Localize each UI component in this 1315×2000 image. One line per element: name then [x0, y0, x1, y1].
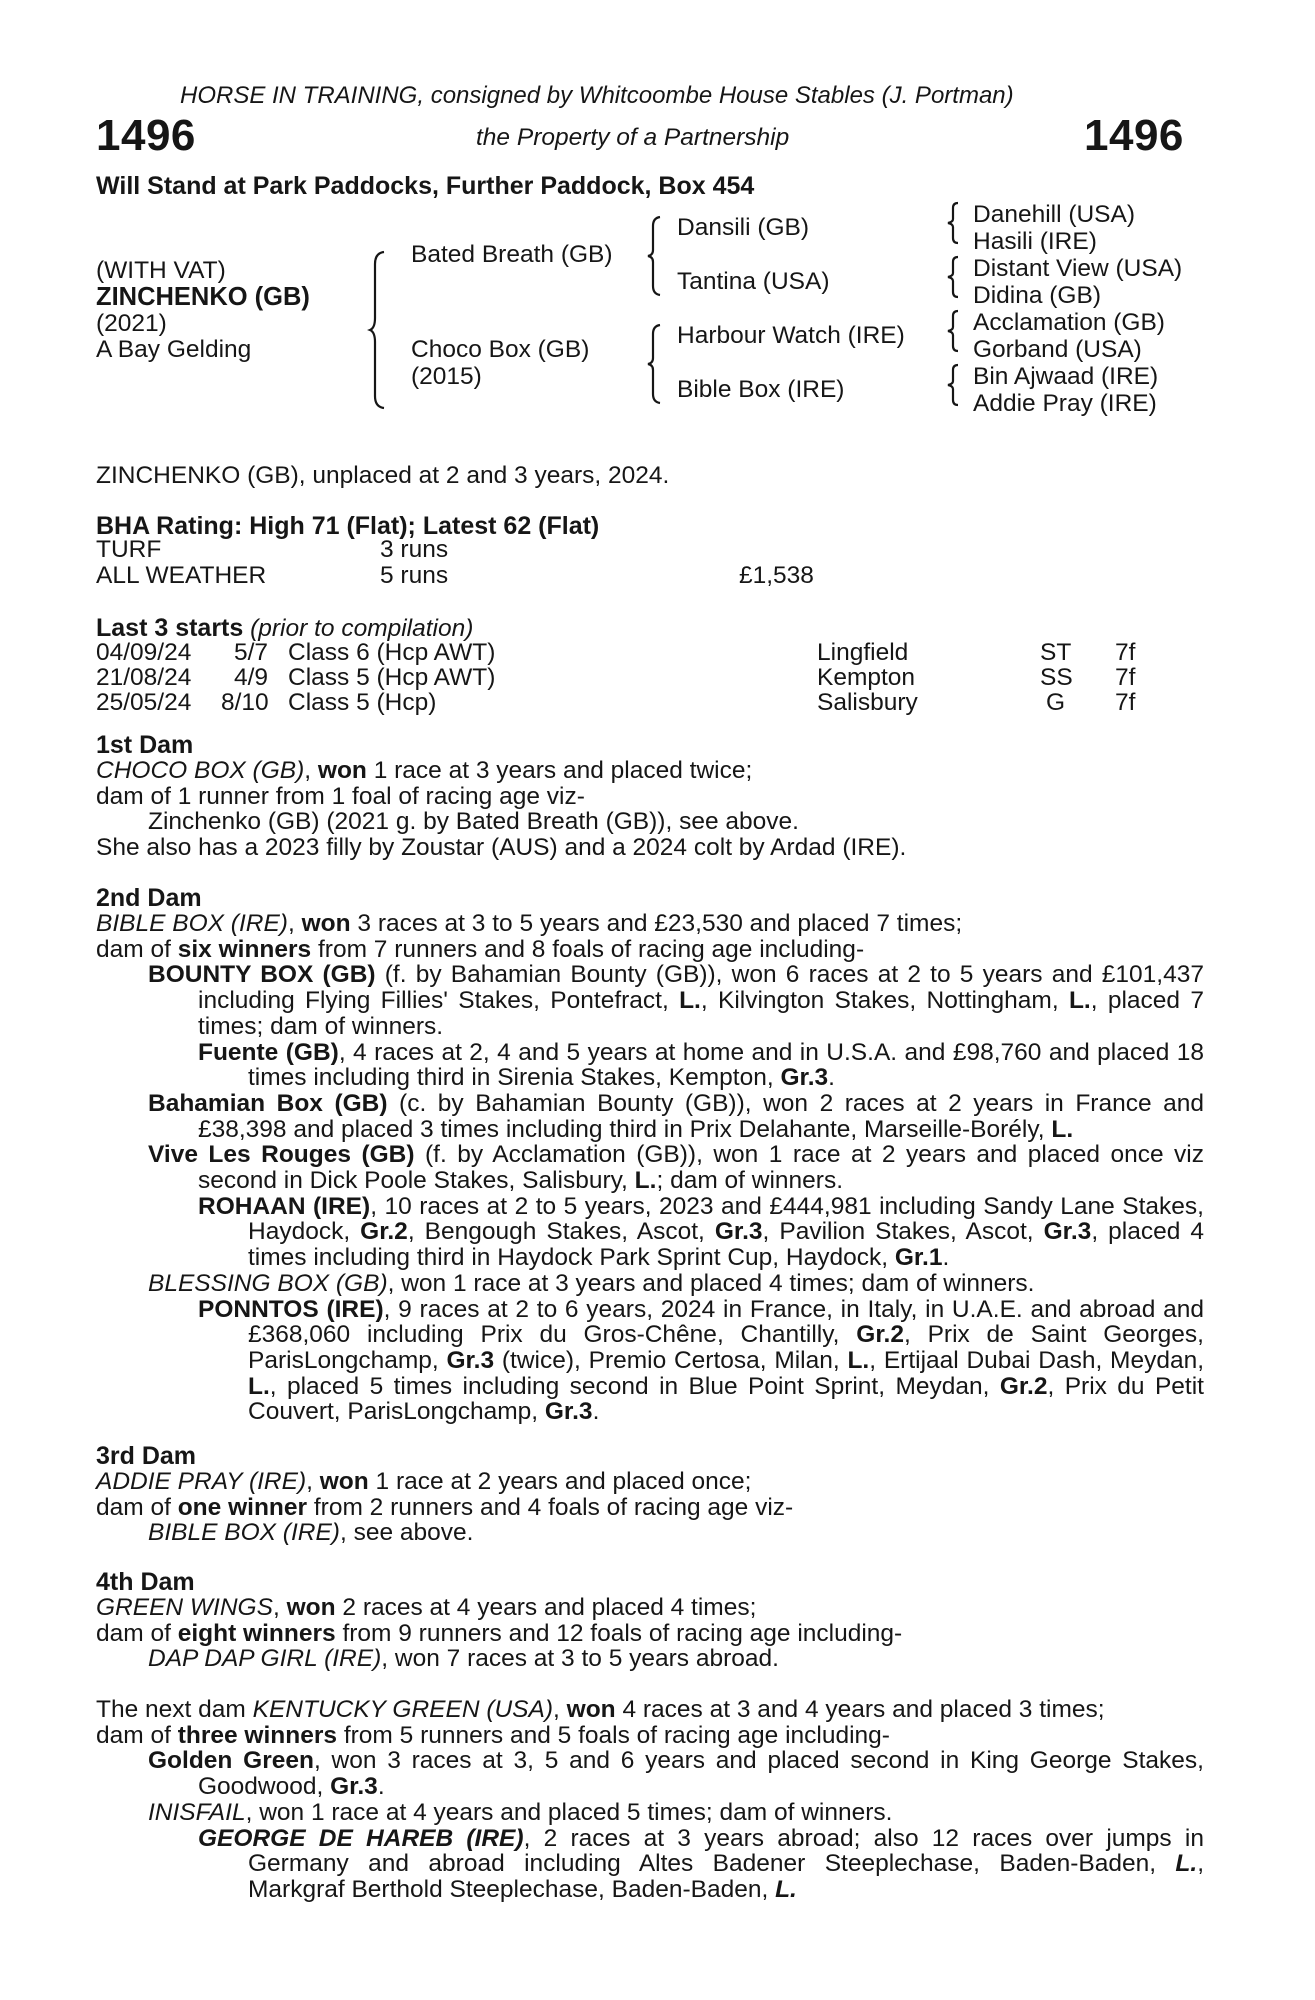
pedigree-sire: Bated Breath (GB): [411, 241, 613, 268]
pedigree-bracket-dam: [648, 324, 664, 404]
first-dam-also: She also has a 2023 filly by Zoustar (AUS) and a 2024 colt by Ardad (IRE).: [96, 834, 907, 862]
starts-note: (prior to compilation): [250, 615, 474, 642]
progeny-text: (c. by Bahamian Bounty (GB)), won 2 races at 2 years in France and £38,398 and placed 3 times including third in Prix Delahante, Marseille-Borély,: [198, 1089, 1204, 1143]
next-dam-record: The next dam KENTUCKY GREEN (USA), won 4 races at 3 and 4 years and placed 3 times;: [96, 1696, 1105, 1723]
rating-aw-earnings: £1,538: [739, 562, 814, 589]
rating-turf-surface: TURF: [96, 536, 162, 563]
horse-name: BOUNTY BOX (GB): [148, 961, 376, 989]
progeny-text: , 2 races at 3 years abroad; also 12 races over jumps in Germany and abroad including Altes Badener Steeplechase, Baden-Baden,: [248, 1824, 1204, 1878]
horse-name: PONNTOS (IRE): [198, 1295, 384, 1323]
fourth-dam-produce: [96, 1621, 1204, 1647]
pedigree-g7: Bin Ajwaad (IRE): [973, 363, 1159, 390]
third-dam-produce: [96, 1495, 1204, 1521]
won-label: won: [286, 1594, 336, 1621]
pedigree-sire-sire: Dansili (GB): [677, 214, 810, 241]
start-date: 04/09/24: [96, 639, 192, 666]
progeny-text: , 4 races at 2, 4 and 5 years at home and in U.S.A. and £98,760 and placed 18 times including third in Sirenia Stakes, Kempton,: [248, 1038, 1204, 1092]
first-dam-record: CHOCO BOX (GB), won 1 race at 3 years and placed twice;: [96, 757, 753, 784]
starts-title: Last 3 starts: [96, 614, 244, 642]
third-dam-name: ADDIE PRAY (IRE): [96, 1468, 307, 1495]
produce-text: from 9 runners and 12 foals of racing age including-: [335, 1619, 903, 1647]
pedigree-bracket-g56: [947, 310, 961, 352]
grade-3: Gr.3: [446, 1346, 495, 1374]
horse-name: Golden Green: [148, 1747, 314, 1775]
winners-count: six winners: [177, 935, 312, 963]
horse-name: BLESSING BOX (GB): [148, 1269, 388, 1297]
winners-count: eight winners: [177, 1619, 336, 1647]
next-dam-section: [96, 1697, 1204, 1903]
progeny-golden-green: Golden Green, won 3 races at 3, 5 and 6 years and placed second in King George Stakes, Goodwood, Gr.3.: [148, 1747, 1204, 1801]
progeny-inisfail: [96, 1800, 1204, 1826]
next-dam-produce: [96, 1723, 1204, 1749]
second-dam-heading: 2nd Dam: [96, 884, 202, 912]
horse-name: ZINCHENKO (GB): [96, 283, 310, 311]
winners-count: one winner: [177, 1493, 308, 1521]
progeny-george-de-hareb: [96, 1826, 1204, 1903]
start-distance: 7f: [1115, 639, 1136, 666]
progeny-text: ; dam of winners.: [656, 1167, 844, 1195]
consignment-line: HORSE IN TRAINING, consigned by Whitcoombe House Stables (J. Portman): [180, 82, 1014, 109]
progeny-vive-les-rouges: [96, 1142, 1204, 1193]
second-dam-record-text: 3 races at 3 to 5 years and £23,530 and placed 7 times;: [350, 910, 963, 937]
progeny-text: , 10 races at 2 to 5 years, 2023 and £444,981 including Sandy Lane Stakes, Haydock,: [248, 1192, 1204, 1246]
progeny-rohaan: ROHAAN (IRE), 10 races at 2 to 5 years, 2023 and £444,981 including Sandy Lane Stakes, Haydock, Gr.2, Bengough Stakes, Ascot, Gr.3, Pavilion Stakes, Ascot, Gr.3, placed 4 times including third in Haydock Park Sprint Cup, Haydock, Gr.1.: [198, 1192, 1204, 1272]
fourth-dam-section: [96, 1569, 1204, 1672]
rating-aw-surface: ALL WEATHER: [96, 562, 267, 589]
rating-turf-runs: 3 runs: [380, 536, 449, 563]
start-going: ST: [1040, 639, 1072, 666]
third-dam-record-text: 1 race at 2 years and placed once;: [368, 1468, 752, 1495]
grade-1: Gr.1: [894, 1244, 943, 1272]
won-label: won: [301, 910, 351, 937]
progeny-bahamian-box: [96, 1091, 1204, 1142]
start-race: Class 5 (Hcp): [288, 689, 437, 716]
pedigree-dam-sire: Harbour Watch (IRE): [677, 322, 905, 349]
start-date: 25/05/24: [96, 689, 192, 716]
progeny-text: , won 3 races at 3, 5 and 6 years and placed second in King George Stakes, Goodwood,: [198, 1747, 1204, 1801]
progeny-text: , Kilvington Stakes, Nottingham,: [700, 987, 1069, 1015]
pedigree-bracket-sire: [648, 216, 664, 296]
start-course: Salisbury: [817, 689, 918, 716]
progeny-text: , Markgraf Berthold Steeplechase, Baden-Baden,: [248, 1850, 1204, 1903]
progeny-fuente: Fuente (GB), 4 races at 2, 4 and 5 years at home and in U.S.A. and £98,760 and placed 18 times including third in Sirenia Stakes, Kempton, Gr.3.: [198, 1038, 1204, 1092]
grade-2: Gr.2: [360, 1218, 408, 1246]
lot-number-left: 1496: [96, 111, 196, 160]
grade-listed: L.: [679, 987, 701, 1015]
first-dam-foal: Zinchenko (GB) (2021 g. by Bated Breath (GB)), see above.: [148, 808, 799, 836]
start-course: Lingfield: [817, 639, 909, 666]
grade-3: Gr.3: [1043, 1218, 1092, 1246]
pedigree-g8: Addie Pray (IRE): [973, 390, 1157, 417]
progeny-text: , placed 5 times including second in Blue Point Sprint, Meydan,: [269, 1372, 1000, 1400]
grade-3: Gr.3: [544, 1398, 593, 1426]
pedigree-bracket-main: [370, 250, 390, 410]
start-position: 4/9: [234, 664, 269, 691]
fourth-dam-foal: [96, 1646, 1204, 1672]
pedigree-g1: Danehill (USA): [973, 201, 1136, 228]
pedigree-g2: Hasili (IRE): [973, 228, 1097, 255]
stand-location: Will Stand at Park Paddocks, Further Paddock, Box 454: [96, 172, 755, 200]
progeny-bounty-box: [96, 962, 1204, 1039]
progeny-text: , Ertijaal Dubai Dash, Meydan,: [869, 1346, 1204, 1374]
start-position: 5/7: [234, 639, 269, 666]
grade-3: Gr.3: [780, 1064, 829, 1092]
second-dam-section: [96, 885, 1204, 1425]
dam-of-label: dam of: [96, 1493, 178, 1521]
pedigree-dam-year: (2015): [411, 363, 482, 390]
horse-name: ROHAAN (IRE): [198, 1192, 371, 1220]
horse-name: INISFAIL: [148, 1798, 246, 1826]
horse-description: A Bay Gelding: [96, 336, 252, 363]
third-dam-heading: 3rd Dam: [96, 1442, 197, 1470]
fourth-dam-record-text: 2 races at 4 years and placed 4 times;: [335, 1594, 757, 1621]
grade-listed: L.: [1051, 1115, 1074, 1143]
first-dam-produce: dam of 1 runner from 1 foal of racing age viz-: [96, 782, 585, 810]
won-label: won: [566, 1696, 616, 1723]
third-dam-section: [96, 1443, 1204, 1546]
property-line: the Property of a Partnership: [476, 124, 790, 151]
race-summary: ZINCHENKO (GB), unplaced at 2 and 3 years, 2024.: [96, 462, 670, 489]
pedigree-g6: Gorband (USA): [973, 336, 1142, 363]
won-label: won: [319, 1468, 369, 1495]
pedigree-g5: Acclamation (GB): [973, 309, 1165, 336]
start-race: Class 6 (Hcp AWT): [288, 639, 496, 666]
first-dam-heading: 1st Dam: [96, 731, 194, 759]
progeny-text: (f. by Bahamian Bounty (GB)), won 6 races at 2 to 5 years and £101,437 including Flying Fillies' Stakes, Pontefract,: [198, 961, 1204, 1015]
vat-label: (WITH VAT): [96, 257, 226, 284]
horse-year: (2021): [96, 310, 167, 337]
start-going: G: [1046, 689, 1066, 716]
winners-count: three winners: [177, 1721, 338, 1749]
horse-name: Fuente (GB): [198, 1038, 339, 1066]
start-distance: 7f: [1115, 664, 1136, 691]
pedigree-sire-dam: Tantina (USA): [677, 268, 830, 295]
pedigree-g3: Distant View (USA): [973, 255, 1183, 282]
first-dam-section: [96, 732, 1204, 861]
horse-name: BIBLE BOX (IRE): [148, 1519, 340, 1547]
start-race: Class 5 (Hcp AWT): [288, 664, 496, 691]
third-dam-record: ADDIE PRAY (IRE), won 1 race at 2 years and placed once;: [96, 1468, 752, 1495]
progeny-text: , won 1 race at 3 years and placed 4 times; dam of winners.: [387, 1269, 1035, 1297]
won-label: won: [317, 757, 367, 784]
second-dam-record: BIBLE BOX (IRE), won 3 races at 3 to 5 years and £23,530 and placed 7 times;: [96, 910, 963, 937]
progeny-text: , Prix de Saint Georges, ParisLongchamp,: [248, 1321, 1204, 1374]
next-dam-record-text: 4 races at 3 and 4 years and placed 3 times;: [615, 1696, 1105, 1723]
grade-listed: L.: [1175, 1850, 1198, 1878]
third-dam-foal: [96, 1520, 1204, 1546]
horse-name: GEORGE DE HAREB (IRE): [198, 1824, 524, 1852]
next-dam-name: KENTUCKY GREEN (USA): [252, 1696, 554, 1723]
grade-3: Gr.3: [330, 1773, 378, 1801]
rating-aw-runs: 5 runs: [380, 562, 449, 589]
fourth-dam-heading: 4th Dam: [96, 1568, 195, 1596]
horse-name: Bahamian Box (GB): [148, 1089, 388, 1117]
start-distance: 7f: [1115, 689, 1136, 716]
grade-2: Gr.2: [856, 1321, 904, 1349]
pedigree-bracket-g12: [947, 202, 961, 244]
progeny-text: , Bengough Stakes, Ascot,: [407, 1218, 715, 1246]
second-dam-produce: [96, 937, 1204, 963]
fourth-dam-name: GREEN WINGS: [96, 1594, 273, 1621]
progeny-text: , placed 4 times including third in Haydock Park Sprint Cup, Haydock,: [248, 1218, 1204, 1272]
dam-of-label: dam of: [96, 1721, 178, 1749]
progeny-text: , Pavilion Stakes, Ascot,: [762, 1218, 1044, 1246]
produce-text: from 7 runners and 8 foals of racing age including-: [311, 935, 865, 963]
pedigree-bracket-g78: [947, 364, 961, 406]
progeny-text: , see above.: [339, 1519, 474, 1547]
progeny-ponntos: PONNTOS (IRE), 9 races at 2 to 6 years, 2024 in France, in Italy, in U.A.E. and abroad and £368,060 including Prix du Gros-Chêne, Chantilly, Gr.2, Prix de Saint Georges, ParisLongchamp, Gr.3 (twice), Premio Certosa, Milan, L., Ertijaal Dubai Dash, Meydan, L., placed 5 times including second in Blue Point Sprint, Meydan, Gr.2, Prix du Petit Couvert, ParisLongchamp, Gr.3.: [198, 1295, 1205, 1426]
produce-text: from 2 runners and 4 foals of racing age viz-: [307, 1493, 794, 1521]
grade-3: Gr.3: [714, 1218, 763, 1246]
progeny-text: , placed 7 times; dam of winners.: [198, 987, 1204, 1040]
horse-name: DAP DAP GIRL (IRE): [148, 1645, 382, 1673]
progeny-text: , 9 races at 2 to 6 years, 2024 in France, in Italy, in U.A.E. and abroad and £368,060 including Prix du Gros-Chêne, Chantilly,: [248, 1295, 1205, 1349]
grade-listed: L.: [775, 1875, 797, 1903]
lot-number-right: 1496: [1084, 111, 1184, 160]
grade-listed: L.: [634, 1167, 657, 1195]
start-position: 8/10: [221, 689, 269, 716]
dam-of-label: dam of: [96, 935, 178, 963]
starts-heading: [96, 615, 473, 642]
first-dam-name: CHOCO BOX (GB): [96, 757, 305, 784]
bha-rating: BHA Rating: High 71 (Flat); Latest 62 (Flat): [96, 512, 600, 540]
first-dam-record-text: 1 race at 3 years and placed twice;: [366, 757, 753, 784]
fourth-dam-record: GREEN WINGS, won 2 races at 4 years and placed 4 times;: [96, 1594, 757, 1621]
progeny-text: (twice), Premio Certosa, Milan,: [494, 1346, 848, 1374]
second-dam-name: BIBLE BOX (IRE): [96, 910, 288, 937]
progeny-blessing-box: [96, 1271, 1204, 1297]
grade-listed: L.: [248, 1372, 270, 1400]
produce-text: from 5 runners and 5 foals of racing age including-: [337, 1721, 890, 1749]
grade-2: Gr.2: [999, 1372, 1048, 1400]
dam-of-label: dam of: [96, 1619, 178, 1647]
progeny-text: , Prix du Petit Couvert, ParisLongchamp,: [248, 1372, 1204, 1426]
pedigree-dam: Choco Box (GB): [411, 336, 590, 363]
progeny-text: (f. by Acclamation (GB)), won 1 race at 2 years and placed once viz second in Dick Poole Stakes, Salisbury,: [198, 1141, 1204, 1195]
horse-name: Vive Les Rouges (GB): [148, 1141, 415, 1169]
grade-listed: L.: [847, 1346, 870, 1374]
next-dam-intro: The next dam: [96, 1696, 253, 1723]
start-course: Kempton: [817, 664, 916, 691]
start-date: 21/08/24: [96, 664, 192, 691]
pedigree-bracket-g34: [947, 256, 961, 298]
grade-listed: L.: [1068, 987, 1091, 1015]
pedigree-g4: Didina (GB): [973, 282, 1101, 309]
progeny-text: , won 1 race at 4 years and placed 5 times; dam of winners.: [245, 1798, 893, 1826]
start-going: SS: [1040, 664, 1073, 691]
progeny-text: , won 7 races at 3 to 5 years abroad.: [381, 1645, 779, 1673]
pedigree-dam-dam: Bible Box (IRE): [677, 376, 845, 403]
